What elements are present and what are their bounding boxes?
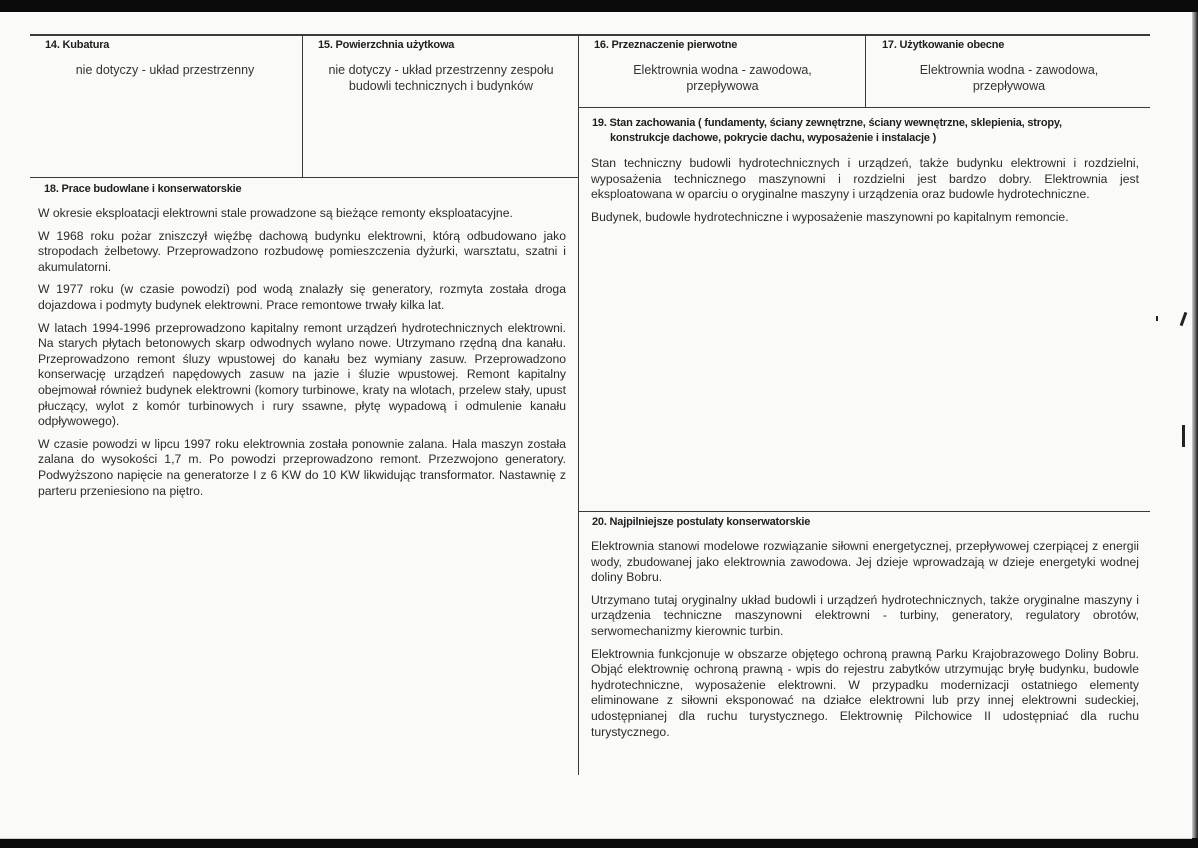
condition-paragraph: Budynek, budowle hydrotechniczne i wyposażenie maszynowni po kapitalnym remoncie. [591,209,1069,224]
construction-works-heading: 18. Prace budowlane i konserwatorskie [44,183,242,195]
divider-14-15 [302,35,303,177]
usable-area-heading: 15. Powierzchnia użytkowa [318,39,455,51]
current-use-value: Elektrownia wodna - zawodowa, przepływowa [919,63,1099,93]
construction-works-paragraph: W czasie powodzi w lipcu 1997 roku elektrownia została ponownie zalana. Hala maszyn została zalana do wysokości 1,7 m. Po powodzi przeprowadzono remont. Przezwojono generatory. Podwyższono napięcie na generatorze I z 6 KW do 10 KW likwidując transformator. Nastawnię z parteru przeniesiono na piętro. [38,436,566,498]
kubatura-heading: 14. Kubatura [45,39,110,51]
page-edge [1192,12,1198,838]
rule-under-16-17 [578,107,1150,108]
rule-above-18 [30,177,578,178]
condition-heading-line2: konstrukcje dachowe, pokrycie dachu, wyposażenie i instalacje ) [610,132,937,144]
construction-works-paragraph: W 1977 roku (w czasie powodzi) pod wodą znalazły się generatory, rozmyta została droga dojazdowa i podmyty budynek elektrowni. Prace remontowe trwały kilka lat. [38,282,566,312]
postulates-paragraph: Elektrownia stanowi modelowe rozwiązanie siłowni energetycznej, przepływowej czerpiącej z energii wody, zbudowanej jako elektrownia zawodowa. Jej dzieje wprowadzają w dzieje energetyki wodnej doliny Bobru. [591,539,1139,585]
postulates-paragraph: Elektrownia funkcjonuje w obszarze objętego ochroną prawną Parku Krajobrazowego Doliny Bobru. Objąć elektrownię ochroną prawną - wpis do rejestru zabytków utrzymując bryłę budynku, budowle hydrotechniczne, wyposażenie elektrowni. W przypadku modernizacji ostatniego elementy eliminowane z siłowni eksponować na działce elektrowni lub przy innej elektrowni sudeckiej, udostępnianej dla ruchu turystycznego. Elektrownię Pilchowice II udostępniać dla ruchu turystycznego. [591,646,1139,739]
construction-works-paragraph: W okresie eksploatacji elektrowni stale prowadzone są bieżące remonty eksploatacyjne. [38,206,513,220]
construction-works-body [38,206,566,506]
construction-works-paragraph: W 1968 roku pożar zniszczył więźbę dachową budynku elektrowni, którą odbudowano jako stropodach żelbetowy. Przeprowadzono rozbudowę pomieszczenia dyżurki, warsztatu, szatni i akumulatorni. [38,228,566,274]
scan-mark [1156,316,1158,321]
original-purpose-heading: 16. Przeznaczenie pierwotne [594,39,738,51]
conservation-postulates-body [591,539,1139,747]
postulates-paragraph: Utrzymano tutaj oryginalny układ budowli i urządzeń hydrotechnicznych, także oryginalne maszyny i urządzenia techniczne maszynowni elektrowni - turbiny, generatory, regulatory obrotów, serwomechanizmy kierownic turbin. [591,592,1139,638]
divider-center [578,35,579,775]
condition-paragraph: Stan techniczny budowli hydrotechnicznych i urządzeń, także budynku elektrowni i rozdzielni, wyposażenia technicznego maszynowni i rozdzielni jest bardzo dobry. Elektrownia jest eksploatowana w oparciu o oryginalne maszyny i urządzenia oraz budowle hydrotechniczne. [591,156,1139,202]
original-purpose-value: Elektrownia wodna - zawodowa, przepływowa [633,63,812,93]
top-rule [30,34,1150,36]
construction-works-paragraph: W latach 1994-1996 przeprowadzono kapitalny remont urządzeń hydrotechnicznych elektrowni. Na starych płytach betonowych skarp odwodnych wylano nowe. Utrzymano rzędną dna kanału. Przeprowadzono remont śluzy wpustowej do kanału bez wymiany zasuw. Przeprowadzono konserwację urządzeń napędowych zasuw na jazie i śluzie wpustowej. Remont kapitalny obejmował również budynek elektrowni (komory turbinowe, kraty na wlotach, przelew stały, upust płuczący, wylot z komór turbinowych i rury ssawne, płytę wypadową i odmulenie kanału odpływowego). [38,320,566,429]
divider-16-17 [865,35,866,107]
condition-body [591,156,1139,232]
kubatura-value: nie dotyczy - układ przestrzenny [75,63,255,77]
conservation-postulates-heading: 20. Najpilniejsze postulaty konserwatorskie [592,516,811,528]
rule-above-20 [578,511,1150,512]
condition-heading-line1: 19. Stan zachowania ( fundamenty, ściany zewnętrzne, ściany wewnętrzne, sklepienia, stropy, [592,117,1062,129]
scan-mark [1182,425,1185,447]
usable-area-value: nie dotyczy - układ przestrzenny zespołu budowli technicznych i budynków [328,63,554,93]
current-use-heading: 17. Użytkowanie obecne [882,39,1005,51]
